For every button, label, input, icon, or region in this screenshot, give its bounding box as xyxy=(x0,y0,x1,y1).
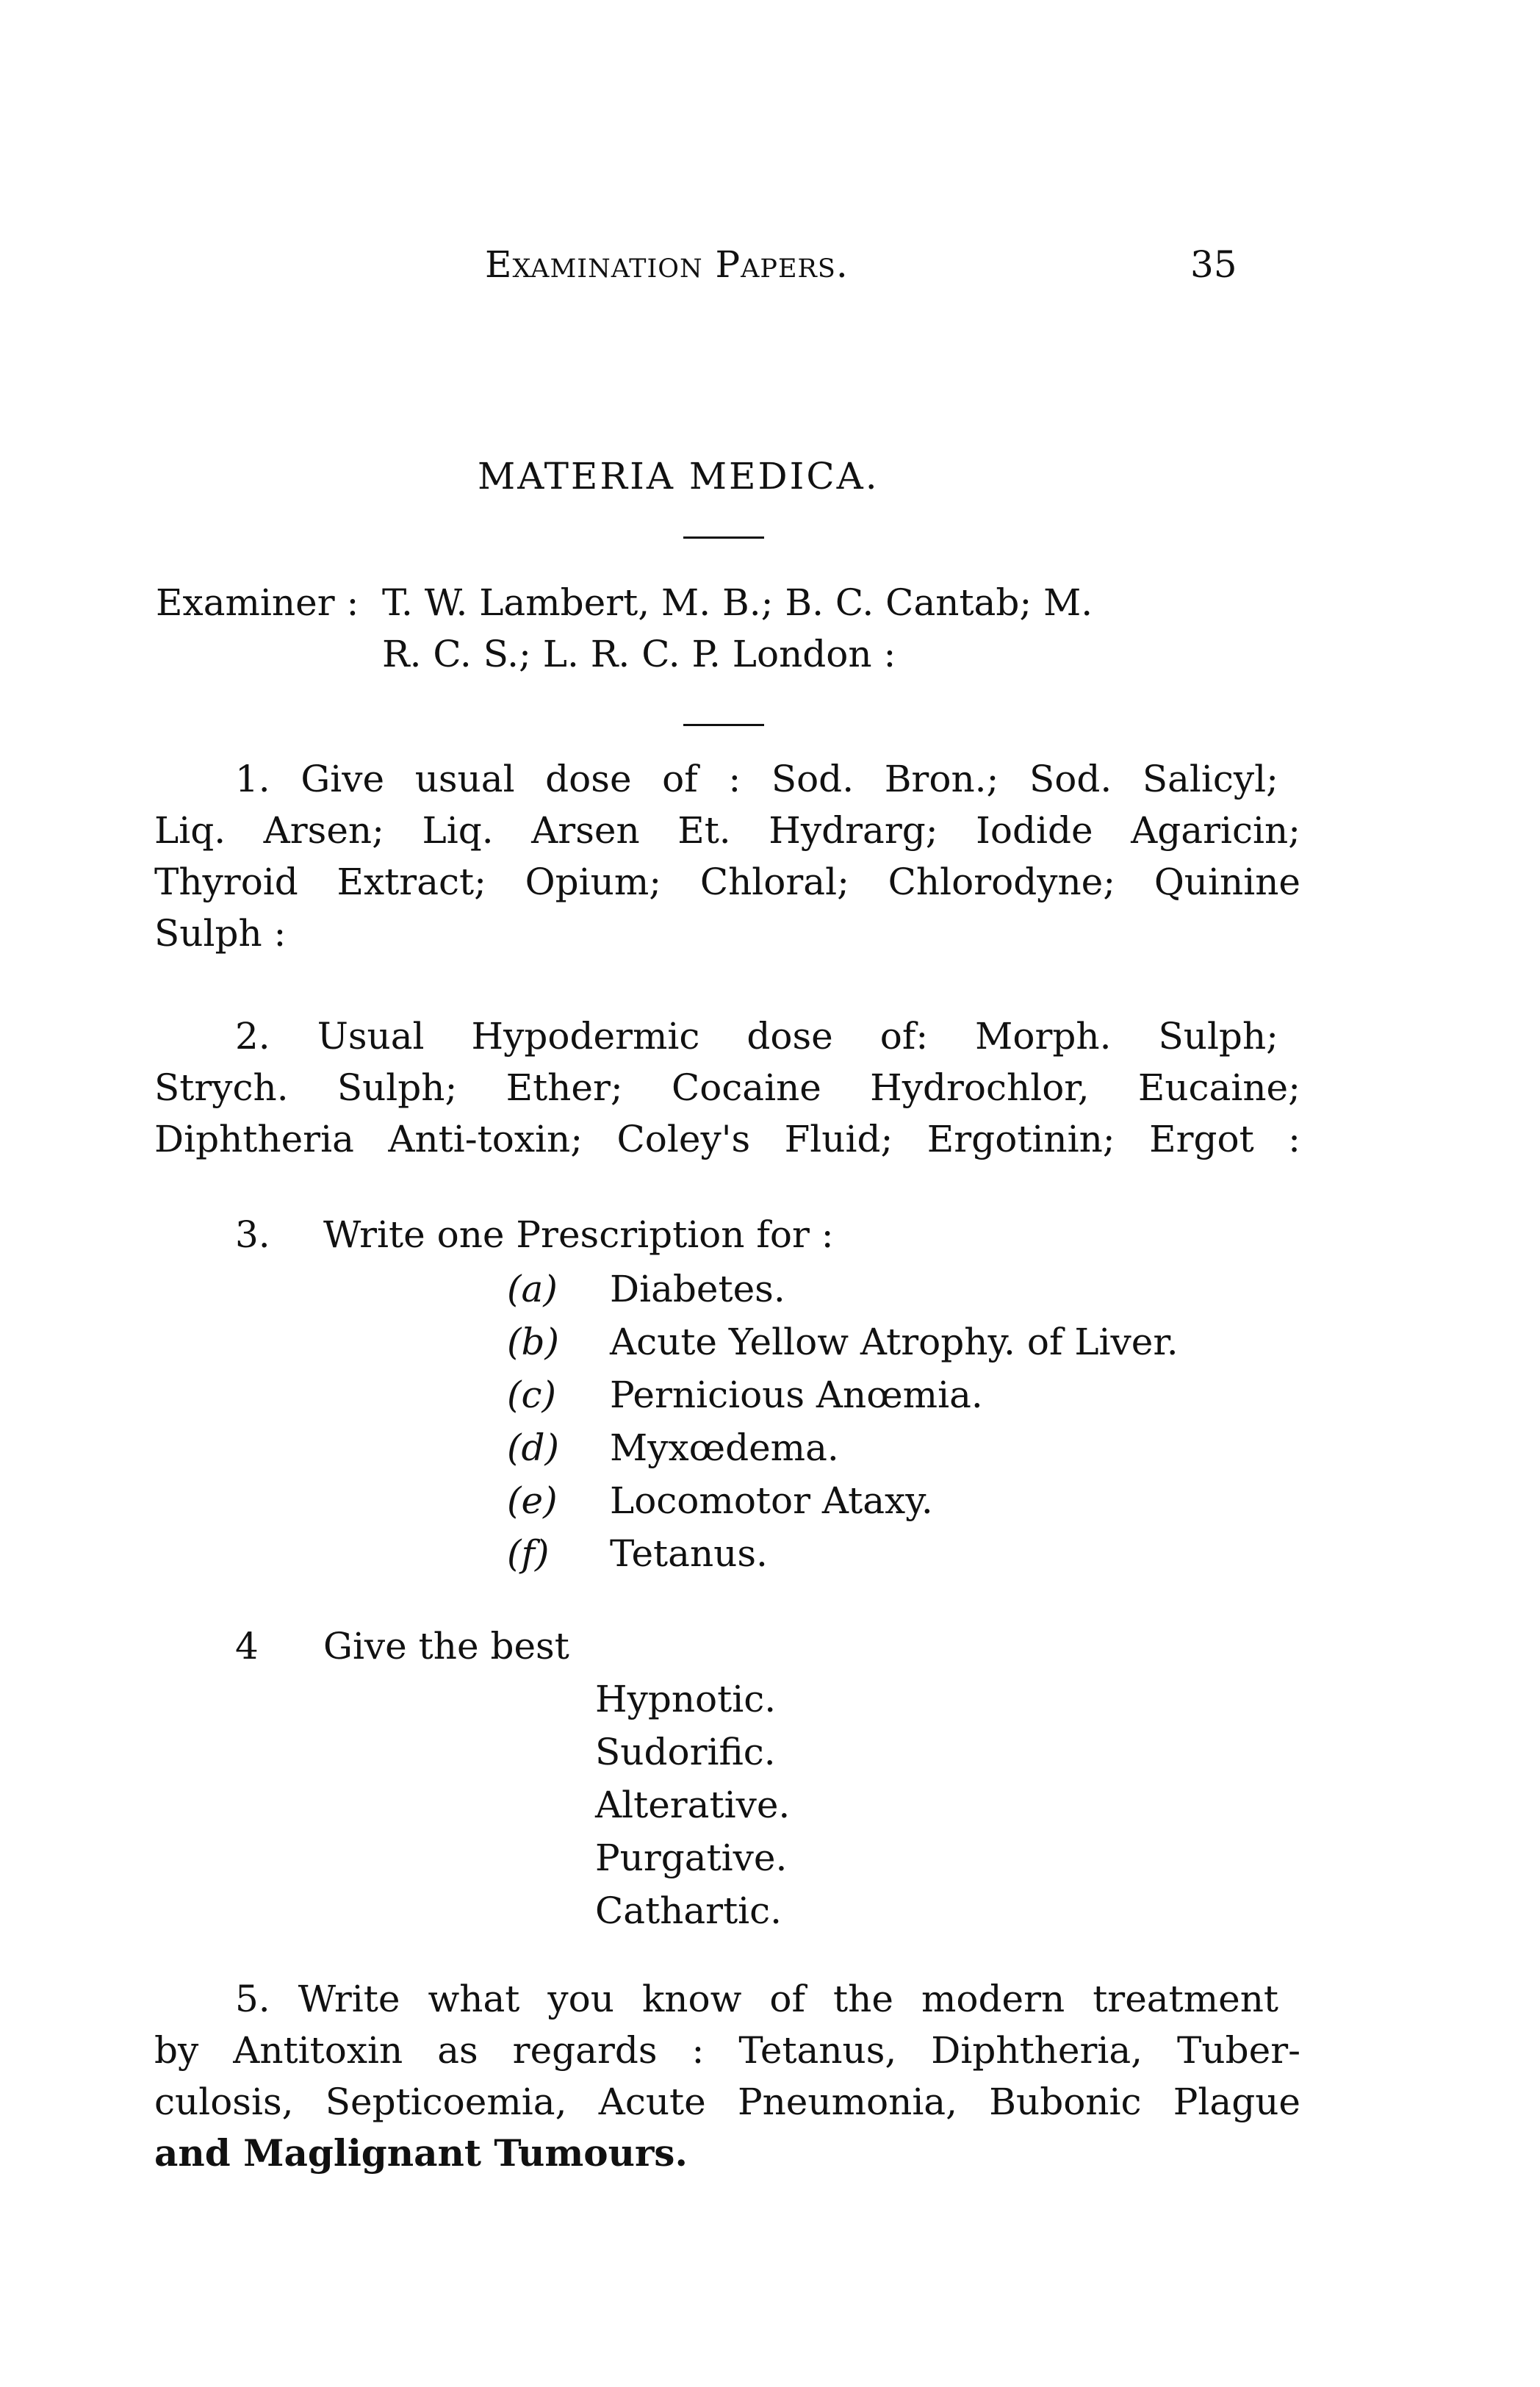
q2-line-2: Strych. Sulph; Ether; Cocaine Hydrochlor, Eucaine; xyxy=(154,1066,1300,1109)
examiner-rule xyxy=(683,724,764,726)
q4-item-hypnotic: Hypnotic. xyxy=(595,1678,777,1720)
q3-item-e-text: Locomotor Ataxy. xyxy=(610,1479,933,1522)
q3-item-b-label: (b) xyxy=(507,1321,560,1363)
q3-item-c-text: Pernicious Anœmia. xyxy=(610,1374,983,1416)
q4-item-sudorific: Sudorific. xyxy=(595,1731,776,1773)
q4-item-cathartic: Cathartic. xyxy=(595,1889,782,1932)
q3-item-d-label: (d) xyxy=(507,1426,560,1469)
q3-text: Write one Prescription for : xyxy=(323,1213,834,1256)
q5-line-4: and Maglignant Tumours. xyxy=(154,2131,688,2175)
q3-item-d-text: Myxœdema. xyxy=(610,1426,839,1469)
q3-item-c-label: (c) xyxy=(507,1374,557,1416)
q1-line-3: Thyroid Extract; Opium; Chloral; Chlorodyne; Quinine xyxy=(154,861,1300,903)
examiner-label: Examiner : xyxy=(156,581,359,624)
q4-text: Give the best xyxy=(323,1625,569,1668)
running-title: Examination Papers. xyxy=(485,243,849,286)
q2-line-3: Diphtheria Anti-toxin; Coley's Fluid; Ergotinin; Ergot : xyxy=(154,1118,1300,1160)
q5-line-3: culosis, Septicoemia, Acute Pneumonia, Bubonic Plague xyxy=(154,2081,1300,2123)
examiner-line-2: R. C. S.; L. R. C. P. London : xyxy=(382,633,896,675)
q3-item-a-label: (a) xyxy=(507,1268,558,1310)
q1-line-4: Sulph : xyxy=(154,912,287,955)
q4-number: 4 xyxy=(235,1625,259,1668)
examiner-line-1: T. W. Lambert, M. B.; B. C. Cantab; M. xyxy=(382,581,1093,624)
q5-line-2: by Antitoxin as regards : Tetanus, Diphtheria, Tuber- xyxy=(154,2029,1300,2072)
q3-item-a-text: Diabetes. xyxy=(610,1268,785,1310)
q5-line-1: 5. Write what you know of the modern treatment xyxy=(235,1978,1278,2020)
q3-item-b-text: Acute Yellow Atrophy. of Liver. xyxy=(610,1321,1179,1363)
q3-item-e-label: (e) xyxy=(507,1479,558,1522)
q4-item-alterative: Alterative. xyxy=(595,1784,791,1826)
q4-item-purgative: Purgative. xyxy=(595,1837,788,1879)
q3-number: 3. xyxy=(235,1213,270,1256)
title-rule xyxy=(683,536,764,539)
q3-item-f-text: Tetanus. xyxy=(610,1532,768,1575)
q1-line-1: 1. Give usual dose of : Sod. Bron.; Sod. Salicyl; xyxy=(235,758,1278,800)
q2-line-1: 2. Usual Hypodermic dose of: Morph. Sulph; xyxy=(235,1015,1278,1058)
q1-line-2: Liq. Arsen; Liq. Arsen Et. Hydrarg; Iodide Agaricin; xyxy=(154,809,1300,852)
page-number: 35 xyxy=(1190,243,1237,286)
section-title: MATERIA MEDICA. xyxy=(478,455,879,498)
q3-item-f-label: (f) xyxy=(507,1532,550,1575)
